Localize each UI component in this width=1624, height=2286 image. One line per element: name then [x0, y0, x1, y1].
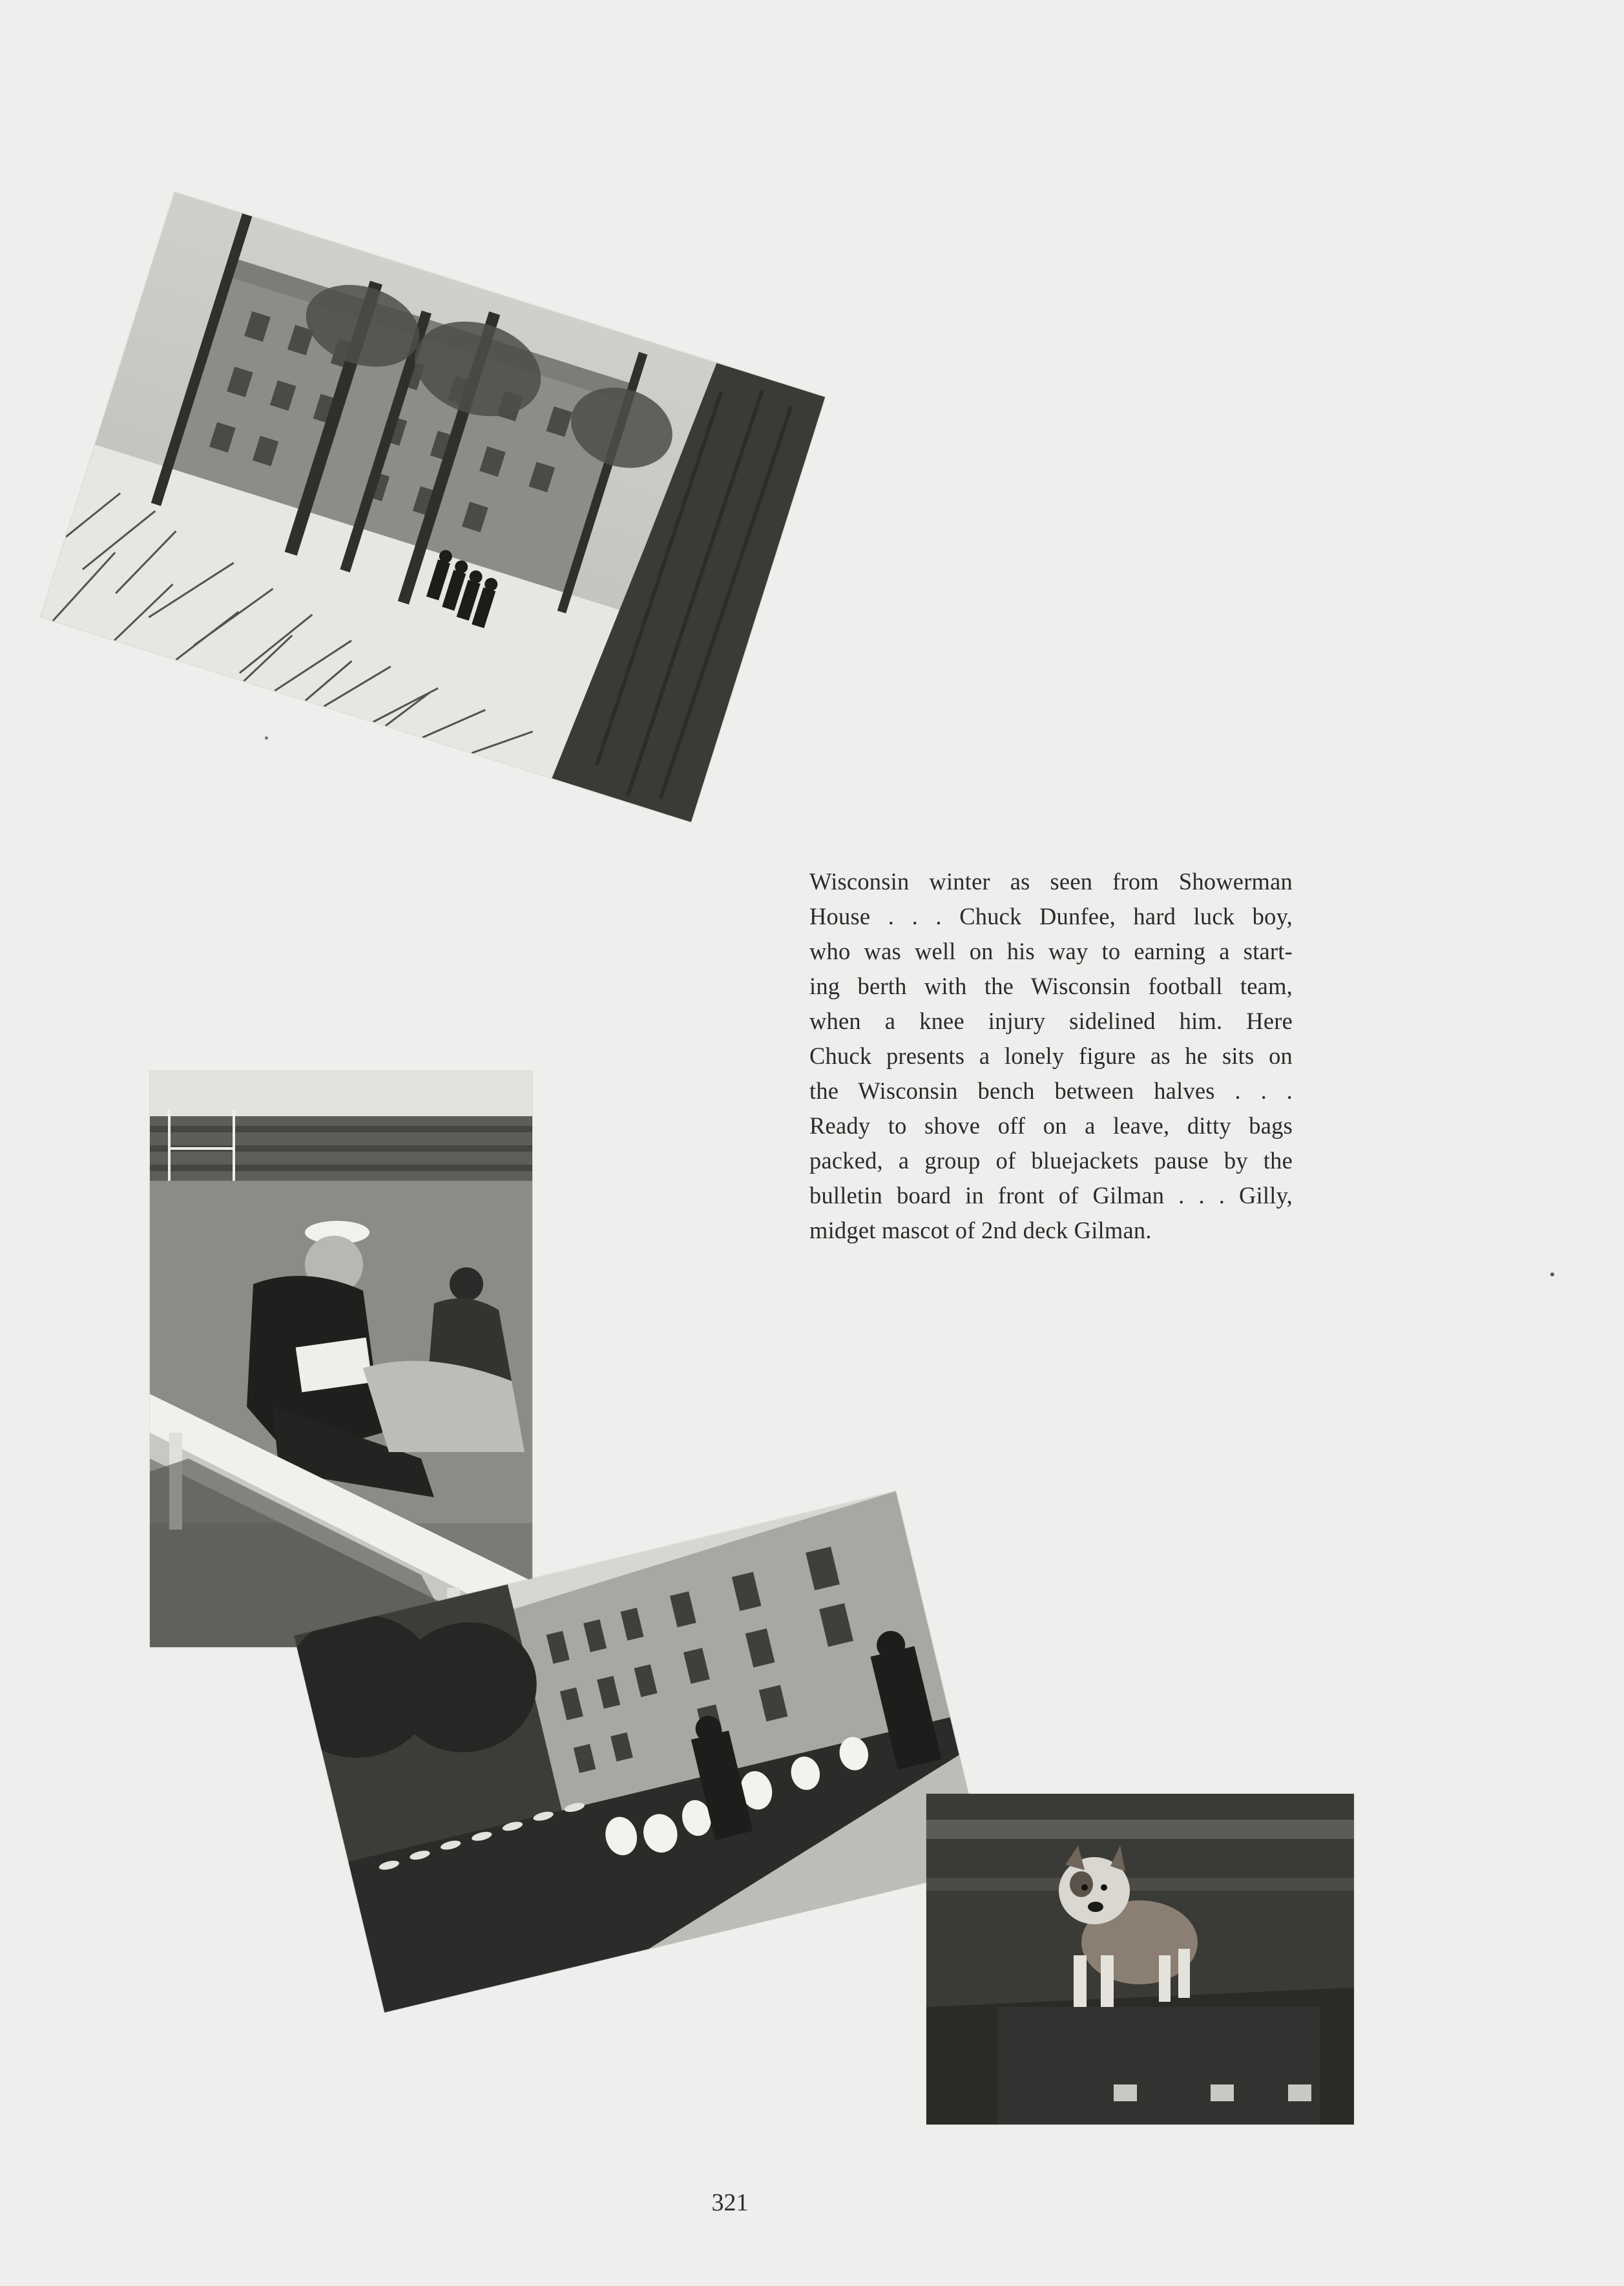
gilly-mascot-puppy-photo — [926, 1794, 1354, 2125]
caption-line: the Wisconsin bench between halves . . . — [809, 1077, 1293, 1104]
caption-line: Chuck presents a lonely figure as he sits on — [809, 1043, 1293, 1069]
page-number: 321 — [711, 2189, 749, 2216]
caption-line: House . . . Chuck Dunfee, hard luck boy, — [809, 903, 1293, 930]
caption-line: bulletin board in front of Gilman . . . Gilly, — [809, 1182, 1293, 1209]
caption-line: ing berth with the Wisconsin football team, — [809, 973, 1293, 999]
caption-line: Ready to shove off on a leave, ditty bags — [809, 1112, 1293, 1139]
caption-line: when a knee injury sidelined him. Here — [809, 1008, 1293, 1034]
winter-showerman-house-photo — [41, 192, 826, 822]
caption-line: who was well on his way to earning a start- — [809, 938, 1293, 964]
caption-line: packed, a group of bluejackets pause by the — [809, 1147, 1293, 1174]
photo-caption — [809, 864, 1293, 1248]
football-bench-photo — [150, 1071, 532, 1647]
caption-line: midget mascot of 2nd deck Gilman. — [809, 1217, 1152, 1243]
paper-speck — [1550, 1273, 1554, 1276]
paper-speck — [265, 736, 268, 740]
caption-line: Wisconsin winter as seen from Showerman — [809, 868, 1293, 895]
